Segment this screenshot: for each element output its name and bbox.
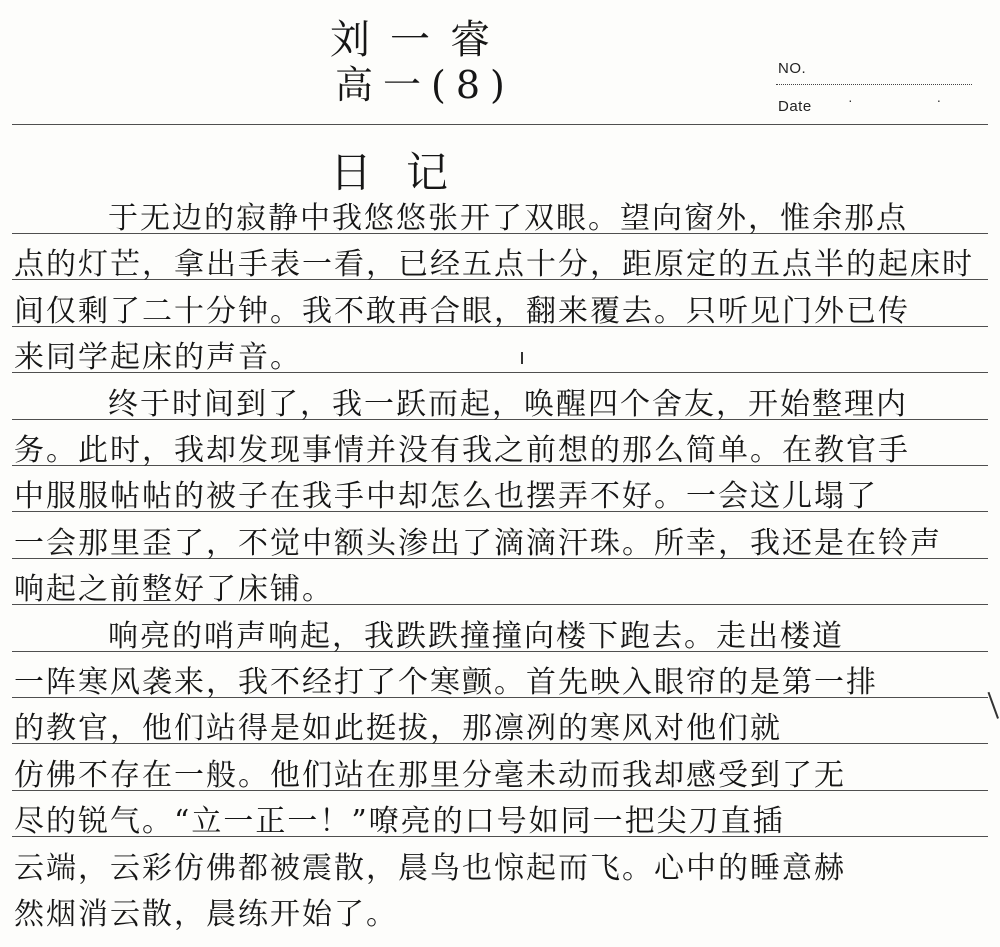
text-line: 的教官，他们站得是如此挺拔，那凛冽的寒风对他们就	[14, 711, 782, 747]
number-dotted-line	[776, 84, 972, 85]
author-name: 刘一睿	[330, 17, 510, 63]
text-line: 一阵寒风袭来，我不经打了个寒颤。首先映入眼帘的是第一排	[14, 665, 878, 700]
text-line: 中服服帖帖的被子在我手中却怎么也摆弄不好。一会这儿塌了	[14, 479, 878, 515]
text-line: 然烟消云散，晨练开始了。	[14, 897, 398, 932]
text-line: 点的灯芒，拿出手表一看，已经五点十分，距原定的五点半的起床时	[14, 247, 974, 283]
diary-title: 日记	[330, 148, 483, 197]
text-line: 响起之前整好了床铺。	[14, 572, 334, 608]
text-line: 仿佛不存在一般。他们站在那里分毫未动而我却感受到了无	[14, 757, 846, 793]
number-label: NO.	[778, 60, 807, 77]
pen-mark	[521, 352, 523, 364]
pen-mark	[988, 689, 1000, 719]
text-line: 间仅剩了二十分钟。我不敢再合眼，翻来覆去。只听见门外已传	[14, 293, 910, 329]
text-line: 一会那里歪了，不觉中额头渗出了滴滴汗珠。所幸，我还是在铃声	[14, 525, 942, 561]
ruled-line	[12, 124, 988, 125]
text-line: 终于时间到了，我一跃而起，唤醒四个舍友，开始整理内	[108, 386, 908, 422]
text-line: 响亮的哨声响起，我跌跌撞撞向楼下跑去。走出楼道	[108, 618, 844, 654]
date-dots: · ·	[848, 92, 982, 108]
class-name: 高一(8)	[335, 63, 515, 107]
text-line: 云端，云彩仿佛都被震散，晨鸟也惊起而飞。心中的睡意赫	[14, 850, 846, 886]
text-line: 来同学起床的声音。	[14, 340, 302, 376]
text-line: 尽的锐气。“立一正一！”嘹亮的口号如同一把尖刀直插	[14, 804, 785, 840]
text-line: 务。此时，我却发现事情并没有我之前想的那么简单。在教官手	[14, 433, 910, 468]
date-label: Date	[778, 98, 812, 115]
text-line: 于无边的寂静中我悠悠张开了双眼。望向窗外，惟余那点	[108, 201, 908, 236]
